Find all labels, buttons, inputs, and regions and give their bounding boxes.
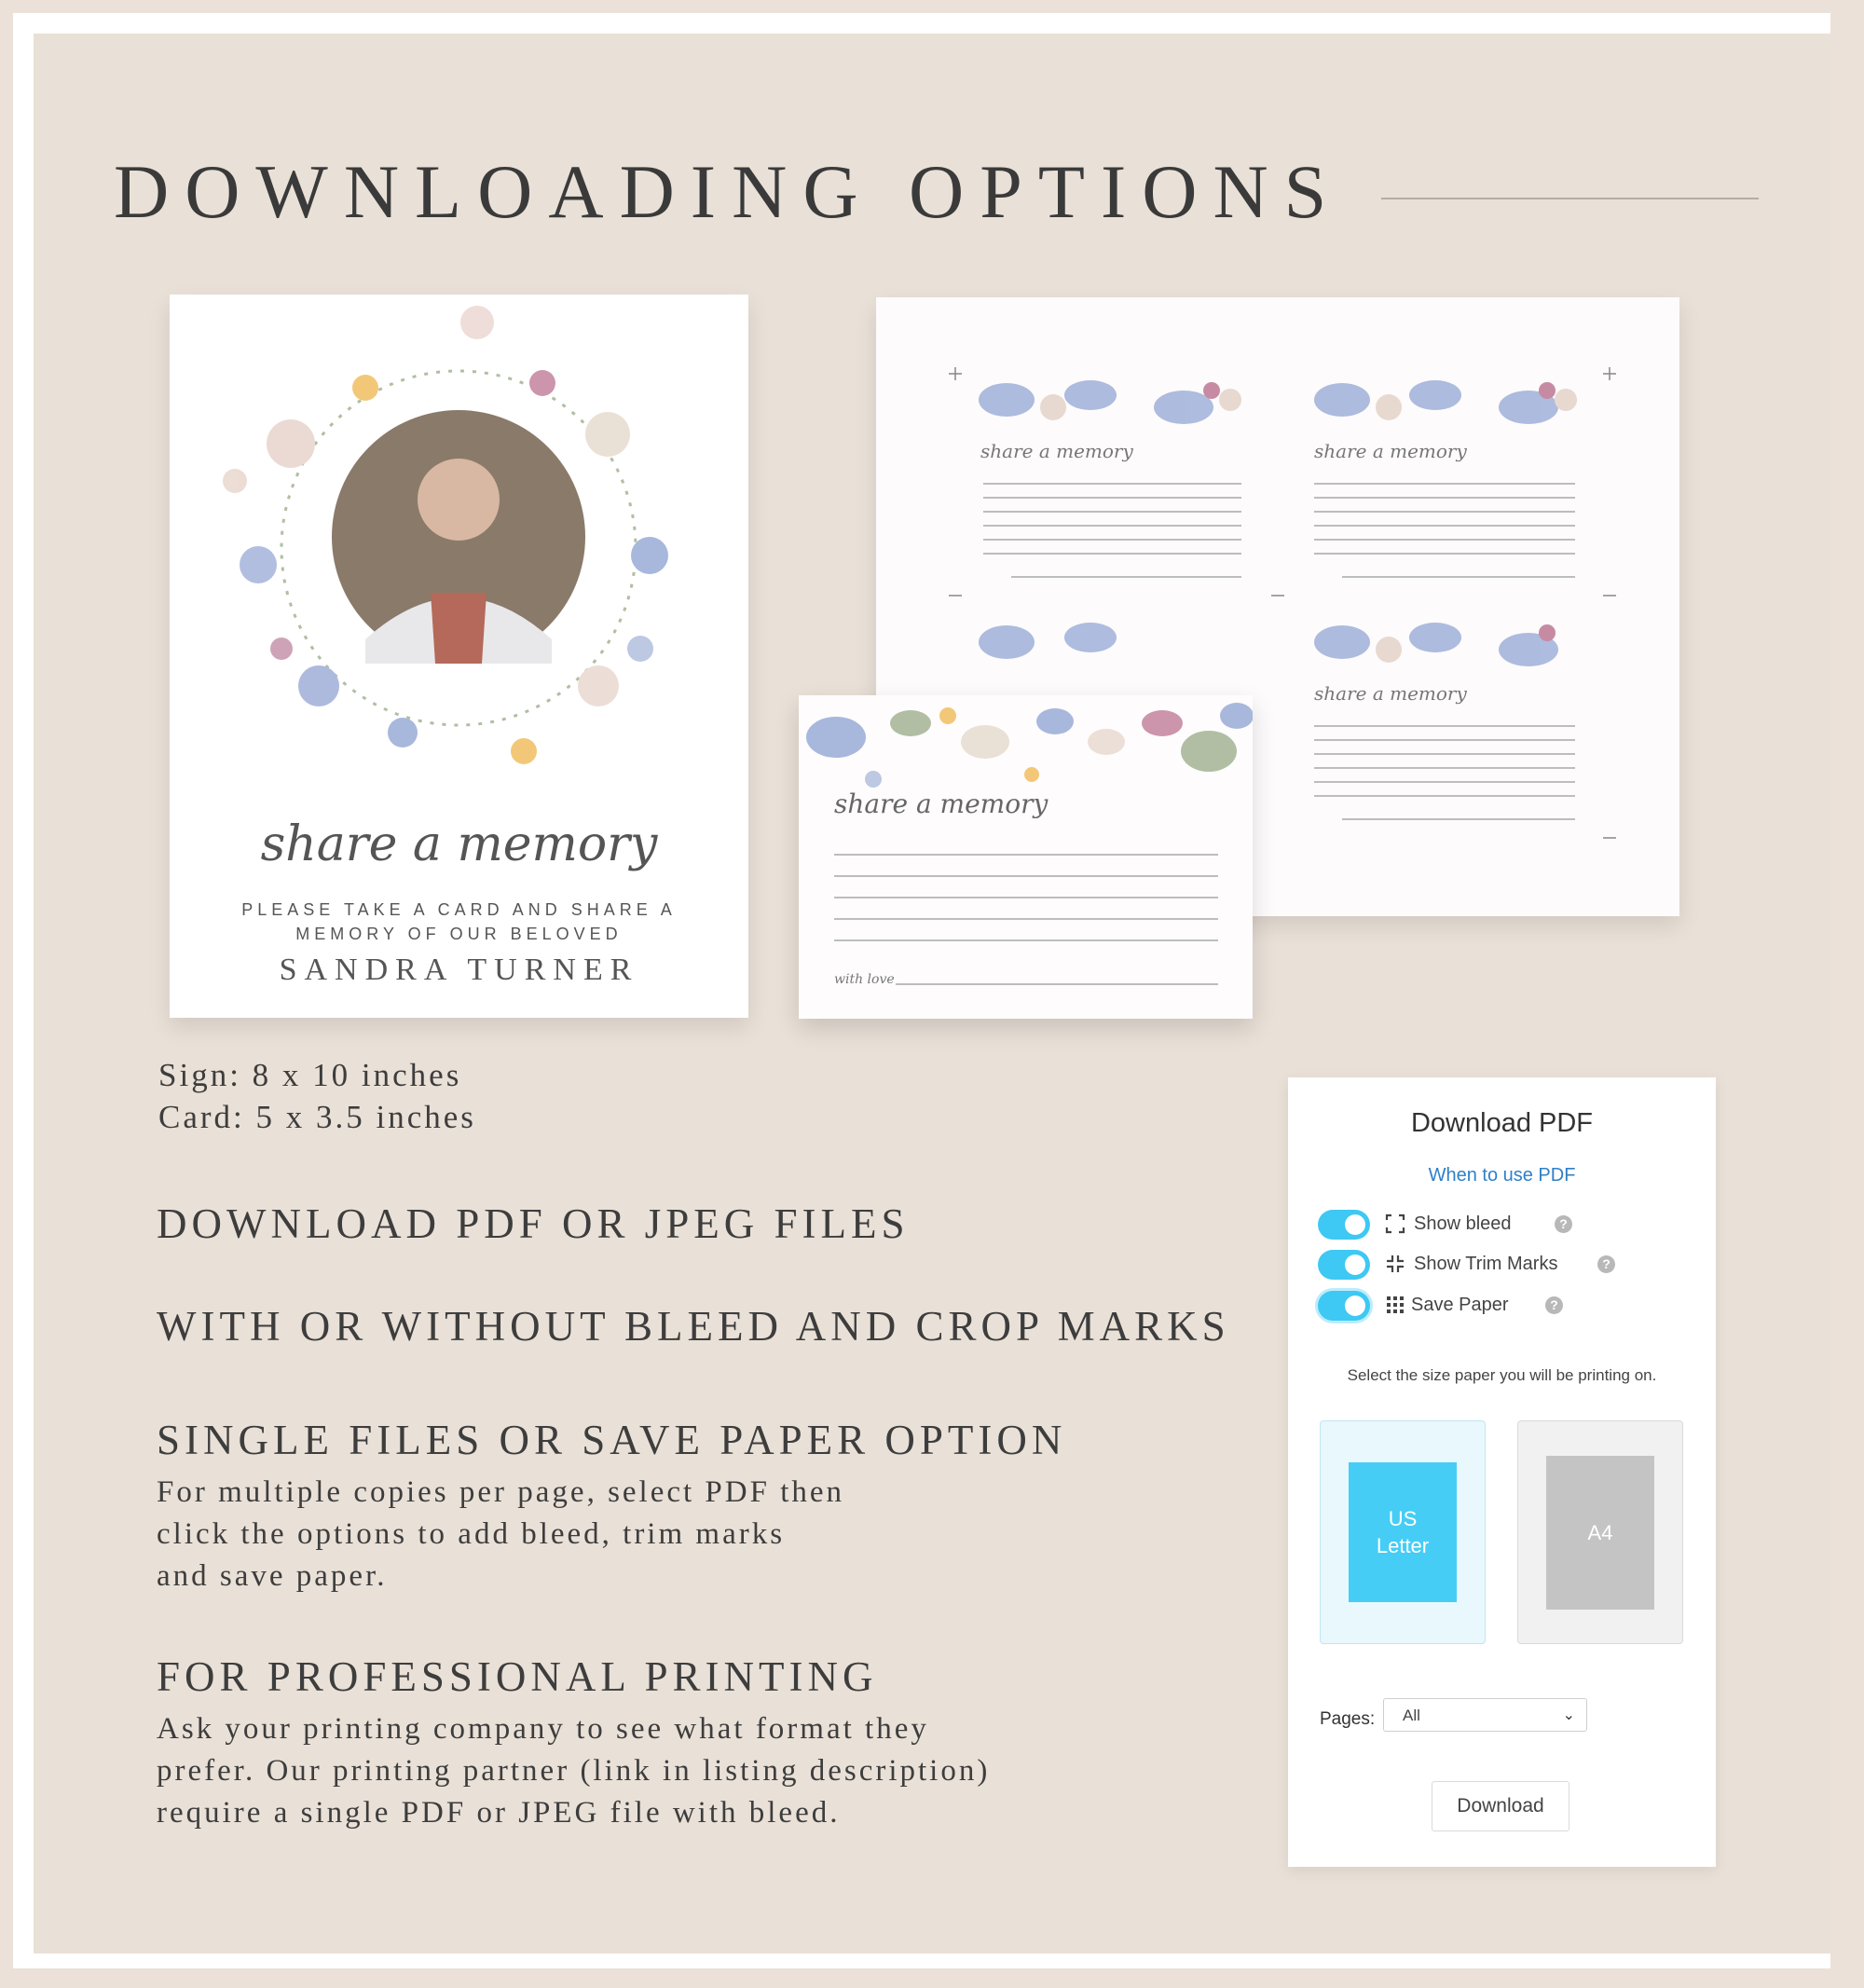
trim-marks-icon	[1385, 1254, 1405, 1274]
sign-name: SANDRA TURNER	[279, 953, 639, 987]
feature-pro-printing-heading: FOR PROFESSIONAL PRINTING	[157, 1653, 878, 1700]
sheet-card-script-1: share a memory	[980, 440, 1133, 462]
save-paper-line-3: and save paper.	[157, 1559, 388, 1593]
pages-label: Pages:	[1320, 1709, 1376, 1729]
panel-title: Download PDF	[1410, 1108, 1594, 1138]
feature-save-paper-text	[157, 1472, 844, 1597]
paper-option-us-letter[interactable]	[1320, 1420, 1486, 1644]
feature-download-formats: DOWNLOAD PDF OR JPEG FILES	[157, 1200, 910, 1247]
us-letter-label-2: Letter	[1376, 1534, 1430, 1557]
card-sign-off: with love	[834, 972, 895, 987]
feature-pro-printing-text	[157, 1708, 990, 1834]
sheet-card-script-2: share a memory	[1314, 440, 1467, 462]
sign-line-1: PLEASE TAKE A CARD AND SHARE A	[241, 900, 677, 919]
option-show-bleed	[1318, 1210, 1597, 1241]
card-writing-lines	[834, 854, 1218, 961]
floral-wreath	[170, 295, 748, 798]
card-size: Card: 5 x 3.5 inches	[158, 1099, 476, 1135]
sign-script-heading: share a memory	[260, 816, 658, 872]
us-letter-page-icon	[1349, 1462, 1457, 1602]
option-show-trim-marks	[1318, 1250, 1616, 1282]
save-paper-line-2: click the options to add bleed, trim marks	[157, 1517, 786, 1551]
paper-size-instruction: Select the size paper you will be printing on.	[1347, 1366, 1657, 1384]
save-paper-line-1: For multiple copies per page, select PDF then	[157, 1475, 845, 1509]
card-floral-border	[799, 695, 1253, 798]
save-paper-label: Save Paper	[1411, 1295, 1509, 1315]
bleed-icon	[1385, 1213, 1405, 1234]
paper-option-a4[interactable]	[1517, 1420, 1683, 1644]
show-bleed-label: Show bleed	[1414, 1213, 1512, 1234]
show-trim-marks-help-icon[interactable]: ?	[1597, 1255, 1615, 1273]
download-pdf-panel	[1288, 1077, 1716, 1867]
chevron-down-icon: ⌄	[1562, 1707, 1575, 1723]
sign-line-2: MEMORY OF OUR BELOVED	[295, 925, 623, 943]
option-save-paper	[1318, 1291, 1597, 1323]
title-rule	[1381, 198, 1759, 199]
show-trim-marks-toggle[interactable]	[1318, 1250, 1370, 1280]
a4-label: A4	[1587, 1521, 1613, 1544]
sign-preview	[170, 295, 748, 1018]
page-title: DOWNLOADING OPTIONS	[114, 149, 1343, 234]
card-script-heading: share a memory	[834, 788, 1048, 819]
pro-printing-line-1: Ask your printing company to see what format they	[157, 1712, 929, 1746]
pro-printing-line-3: require a single PDF or JPEG file with bleed.	[157, 1796, 841, 1830]
card-sign-off-line	[896, 983, 1218, 985]
feature-bleed: WITH OR WITHOUT BLEED AND CROP MARKS	[157, 1303, 1230, 1350]
save-paper-help-icon[interactable]: ?	[1545, 1296, 1563, 1314]
sheet-card-script-3: share a memory	[1314, 682, 1467, 705]
show-bleed-toggle[interactable]	[1318, 1210, 1370, 1240]
a4-page-icon	[1546, 1456, 1654, 1610]
pages-select-value: All	[1403, 1707, 1420, 1724]
grid-icon	[1385, 1295, 1405, 1315]
us-letter-label-1: US	[1388, 1507, 1418, 1530]
pro-printing-line-2: prefer. Our printing partner (link in listing description)	[157, 1754, 991, 1788]
show-trim-marks-label: Show Trim Marks	[1414, 1254, 1558, 1274]
save-paper-toggle[interactable]	[1318, 1291, 1370, 1321]
sign-size: Sign: 8 x 10 inches	[158, 1057, 462, 1093]
memory-card-preview	[799, 695, 1253, 1019]
show-bleed-help-icon[interactable]: ?	[1555, 1215, 1572, 1233]
pages-select[interactable]	[1383, 1698, 1587, 1732]
download-button[interactable]: Download	[1432, 1781, 1569, 1831]
when-to-use-pdf-link[interactable]: When to use PDF	[1428, 1165, 1576, 1186]
feature-save-paper-heading: SINGLE FILES OR SAVE PAPER OPTION	[157, 1417, 1067, 1463]
